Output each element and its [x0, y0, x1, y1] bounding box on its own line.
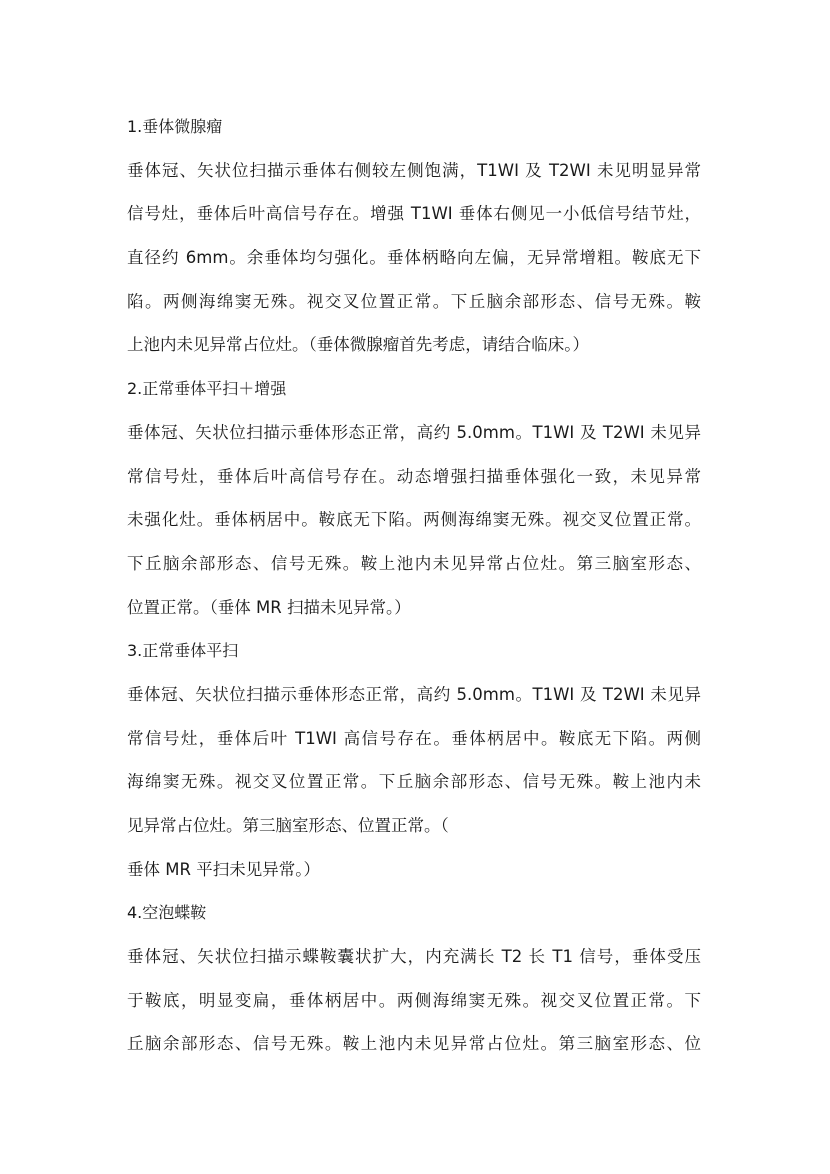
paragraph-line: 陷。两侧海绵窦无殊。视交叉位置正常。下丘脑余部形态、信号无殊。鞍	[127, 291, 701, 311]
paragraph-line: 上池内未见异常占位灶。（垂体微腺瘤首先考虑，请结合临床。）	[127, 335, 589, 355]
paragraph-line: 常信号灶，垂体后叶高信号存在。动态增强扫描垂体强化一致，未见异常	[127, 466, 701, 486]
paragraph-line: 于鞍底，明显变扁，垂体柄居中。两侧海绵窦无殊。视交叉位置正常。下	[127, 990, 701, 1010]
paragraph-line: 垂体冠、矢状位扫描示蝶鞍囊状扩大，内充满长 T2 长 T1 信号，垂体受压	[127, 947, 701, 967]
paragraph-line: 垂体冠、矢状位扫描示垂体形态正常，高约 5.0mm。T1WI 及 T2WI 未见异	[127, 422, 701, 442]
paragraph-line: 下丘脑余部形态、信号无殊。鞍上池内未见异常占位灶。第三脑室形态、	[127, 553, 701, 573]
paragraph-line: 直径约 6mm。余垂体均匀强化。垂体柄略向左偏，无异常增粗。鞍底无下	[127, 248, 701, 268]
section-heading: 3.正常垂体平扫	[127, 641, 239, 661]
paragraph-line: 位置正常。（垂体 MR 扫描未见异常。）	[127, 597, 411, 617]
paragraph-line: 海绵窦无殊。视交叉位置正常。下丘脑余部形态、信号无殊。鞍上池内未	[127, 772, 701, 792]
paragraph-line: 垂体冠、矢状位扫描示垂体右侧较左侧饱满，T1WI 及 T2WI 未见明显异常	[127, 160, 701, 180]
paragraph-line: 未强化灶。垂体柄居中。鞍底无下陷。两侧海绵窦无殊。视交叉位置正常。	[127, 510, 701, 530]
paragraph-line: 常信号灶，垂体后叶 T1WI 高信号存在。垂体柄居中。鞍底无下陷。两侧	[127, 728, 701, 748]
document-body	[127, 105, 701, 1066]
paragraph-line: 信号灶，垂体后叶高信号存在。增强 T1WI 垂体右侧见一小低信号结节灶，	[127, 204, 701, 224]
section-heading: 2.正常垂体平扫＋增强	[127, 379, 287, 399]
paragraph-line: 丘脑余部形态、信号无殊。鞍上池内未见异常占位灶。第三脑室形态、位	[127, 1034, 701, 1054]
section-heading: 4.空泡蝶鞍	[127, 903, 207, 923]
paragraph-line: 垂体 MR 平扫未见异常。）	[127, 859, 320, 879]
paragraph-line: 见异常占位灶。第三脑室形态、位置正常。（	[127, 816, 449, 835]
paragraph-line: 垂体冠、矢状位扫描示垂体形态正常，高约 5.0mm。T1WI 及 T2WI 未见异	[127, 684, 701, 704]
section-heading: 1.垂体微腺瘤	[127, 117, 223, 136]
